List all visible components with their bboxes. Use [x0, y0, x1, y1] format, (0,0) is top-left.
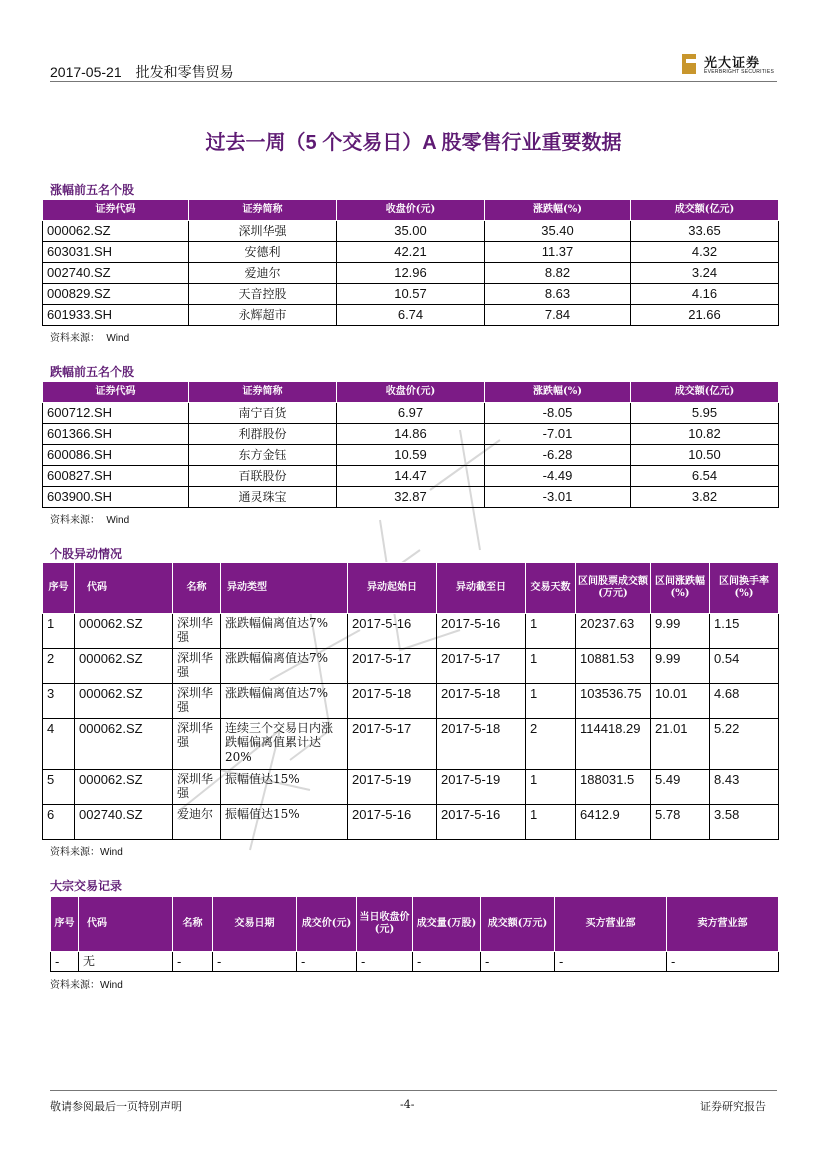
abnormal-type: 连续三个交易日内涨跌幅偏离值累计达20%: [221, 719, 348, 770]
abnormal-type: 振幅值达15%: [221, 805, 348, 840]
change-pct: -8.05: [485, 403, 631, 424]
range-change: 21.01: [651, 719, 710, 770]
header-divider: [50, 81, 777, 82]
gainers-title: 涨幅前五名个股: [50, 183, 135, 197]
change-pct: -3.01: [485, 487, 631, 508]
stock-code: 002740.SZ: [43, 263, 189, 284]
stock-code: 无: [79, 952, 173, 972]
header-cell: 证券代码: [43, 200, 189, 221]
stock-name: 通灵珠宝: [189, 487, 337, 508]
trade-days: 1: [526, 770, 576, 805]
abnormal-type: 涨跌幅偏离值达7%: [221, 684, 348, 719]
range-change: 10.01: [651, 684, 710, 719]
change-pct: 35.40: [485, 221, 631, 242]
report-date: 2017-05-21: [50, 64, 122, 80]
header-cell: 卖方营业部: [667, 897, 779, 952]
stock-name: 深圳华强: [189, 221, 337, 242]
source-label: 资料来源：: [50, 515, 100, 526]
block-header-row: [51, 897, 779, 952]
row-index: 1: [43, 614, 75, 649]
close-price: -: [357, 952, 413, 972]
stock-name: 百联股份: [189, 466, 337, 487]
table-row: [43, 403, 779, 424]
stock-code: 000062.SZ: [75, 719, 173, 770]
close-price: 10.59: [337, 445, 485, 466]
header-cell: 区间股票成交额(万元): [576, 563, 651, 614]
stock-name: 深圳华强: [173, 614, 221, 649]
range-turnover-rate: 1.15: [710, 614, 779, 649]
stock-name: 深圳华强: [173, 649, 221, 684]
trade-days: 1: [526, 805, 576, 840]
stock-name: 永辉超市: [189, 305, 337, 326]
header-cell: 交易天数: [526, 563, 576, 614]
header-cell: 名称: [173, 897, 213, 952]
abnormal-title: 个股异动情况: [50, 547, 123, 561]
source-value: Wind: [100, 847, 123, 858]
stock-name: 深圳华强: [173, 719, 221, 770]
header-cell: 异动截至日: [437, 563, 526, 614]
table-row: [43, 424, 779, 445]
table-row: [43, 649, 779, 684]
header-cell: 涨跌幅(%): [485, 200, 631, 221]
start-date: 2017-5-17: [348, 649, 437, 684]
end-date: 2017-5-16: [437, 614, 526, 649]
abnormal-type: 涨跌幅偏离值达7%: [221, 614, 348, 649]
abnormal-source: [50, 843, 123, 858]
end-date: 2017-5-16: [437, 805, 526, 840]
table-row: [43, 614, 779, 649]
stock-code: 000062.SZ: [75, 614, 173, 649]
range-turnover: 188031.5: [576, 770, 651, 805]
logo-cn-text: 光大证券: [704, 56, 761, 71]
stock-name: 天音控股: [189, 284, 337, 305]
table-row: [43, 684, 779, 719]
abnormal-type: 振幅值达15%: [221, 770, 348, 805]
stock-code: 603031.SH: [43, 242, 189, 263]
turnover: 21.66: [631, 305, 779, 326]
amount: -: [481, 952, 555, 972]
change-pct: 8.82: [485, 263, 631, 284]
header-cell: 区间换手率(%): [710, 563, 779, 614]
stock-code: 002740.SZ: [75, 805, 173, 840]
header-cell: 收盘价(元): [337, 200, 485, 221]
trade-days: 1: [526, 684, 576, 719]
close-price: 12.96: [337, 263, 485, 284]
header-cell: 名称: [173, 563, 221, 614]
stock-code: 000829.SZ: [43, 284, 189, 305]
block-table: [50, 896, 779, 972]
close-price: 6.97: [337, 403, 485, 424]
turnover: 3.82: [631, 487, 779, 508]
table-row: [43, 719, 779, 770]
stock-code: 601933.SH: [43, 305, 189, 326]
turnover: 4.16: [631, 284, 779, 305]
header-cell: 代码: [75, 563, 173, 614]
header-cell: 买方营业部: [555, 897, 667, 952]
header-cell: 涨跌幅(%): [485, 382, 631, 403]
table-row: [43, 805, 779, 840]
stock-name: 爱迪尔: [173, 805, 221, 840]
header-cell: 成交价(元): [297, 897, 357, 952]
change-pct: 7.84: [485, 305, 631, 326]
trade-days: 2: [526, 719, 576, 770]
losers-title: 跌幅前五名个股: [50, 365, 135, 379]
table-row: [43, 466, 779, 487]
stock-code: 000062.SZ: [75, 770, 173, 805]
change-pct: -6.28: [485, 445, 631, 466]
turnover: 10.82: [631, 424, 779, 445]
turnover: 3.24: [631, 263, 779, 284]
header-cell: 成交额(亿元): [631, 200, 779, 221]
gainers-header-row: [43, 200, 779, 221]
header-cell: 收盘价(元): [337, 382, 485, 403]
header-cell: 异动类型: [221, 563, 348, 614]
block-source: [50, 976, 123, 991]
turnover: 10.50: [631, 445, 779, 466]
stock-name: 东方金钰: [189, 445, 337, 466]
change-pct: -4.49: [485, 466, 631, 487]
industry-name: 批发和零售贸易: [135, 64, 234, 80]
header-cell: 成交额(万元): [481, 897, 555, 952]
stock-code: 600827.SH: [43, 466, 189, 487]
range-turnover-rate: 5.22: [710, 719, 779, 770]
close-price: 6.74: [337, 305, 485, 326]
row-index: 4: [43, 719, 75, 770]
turnover: 5.95: [631, 403, 779, 424]
page-header: [50, 62, 248, 82]
trade-days: 1: [526, 649, 576, 684]
page-number: -4-: [400, 1098, 415, 1111]
header-cell: 异动起始日: [348, 563, 437, 614]
source-label: 资料来源：: [50, 333, 100, 344]
footer-report-type: 证券研究报告: [700, 1100, 766, 1113]
turnover: 4.32: [631, 242, 779, 263]
range-turnover: 103536.75: [576, 684, 651, 719]
table-row: [43, 284, 779, 305]
range-turnover-rate: 4.68: [710, 684, 779, 719]
abnormal-header-row: [43, 563, 779, 614]
close-price: 10.57: [337, 284, 485, 305]
table-row: [43, 487, 779, 508]
header-cell: 序号: [43, 563, 75, 614]
change-pct: 11.37: [485, 242, 631, 263]
header-cell: 序号: [51, 897, 79, 952]
trade-date: -: [213, 952, 297, 972]
close-price: 14.86: [337, 424, 485, 445]
row-index: 2: [43, 649, 75, 684]
stock-name: 深圳华强: [173, 684, 221, 719]
source-value: Wind: [106, 515, 130, 526]
deal-price: -: [297, 952, 357, 972]
stock-name: 安德利: [189, 242, 337, 263]
stock-code: 600086.SH: [43, 445, 189, 466]
end-date: 2017-5-18: [437, 719, 526, 770]
losers-source: [50, 511, 129, 526]
range-change: 5.78: [651, 805, 710, 840]
row-index: 6: [43, 805, 75, 840]
range-change: 9.99: [651, 614, 710, 649]
table-row: [43, 221, 779, 242]
stock-name: 南宁百货: [189, 403, 337, 424]
stock-name: -: [173, 952, 213, 972]
stock-code: 000062.SZ: [75, 684, 173, 719]
footer-divider: [50, 1090, 777, 1091]
source-label: 资料来源：: [50, 980, 100, 991]
stock-code: 000062.SZ: [75, 649, 173, 684]
page-title: 过去一周（5 个交易日）A 股零售行业重要数据: [205, 132, 622, 154]
end-date: 2017-5-18: [437, 684, 526, 719]
header-cell: 交易日期: [213, 897, 297, 952]
end-date: 2017-5-19: [437, 770, 526, 805]
company-logo: [682, 52, 778, 76]
row-index: 5: [43, 770, 75, 805]
table-row: [43, 770, 779, 805]
start-date: 2017-5-18: [348, 684, 437, 719]
range-turnover: 10881.53: [576, 649, 651, 684]
header-cell: 成交量(万股): [413, 897, 481, 952]
header-cell: 成交额(亿元): [631, 382, 779, 403]
trade-days: 1: [526, 614, 576, 649]
start-date: 2017-5-16: [348, 805, 437, 840]
range-turnover: 20237.63: [576, 614, 651, 649]
source-label: 资料来源：: [50, 847, 100, 858]
row-index: 3: [43, 684, 75, 719]
gainers-table: [42, 199, 779, 326]
table-row: [43, 445, 779, 466]
row-index: -: [51, 952, 79, 972]
close-price: 14.47: [337, 466, 485, 487]
gainers-source: [50, 329, 129, 344]
close-price: 32.87: [337, 487, 485, 508]
start-date: 2017-5-19: [348, 770, 437, 805]
stock-name: 爱迪尔: [189, 263, 337, 284]
stock-code: 000062.SZ: [43, 221, 189, 242]
stock-code: 600712.SH: [43, 403, 189, 424]
table-row: [43, 263, 779, 284]
close-price: 35.00: [337, 221, 485, 242]
stock-name: 深圳华强: [173, 770, 221, 805]
header-cell: 证券简称: [189, 200, 337, 221]
table-row: [43, 242, 779, 263]
footer-disclaimer: 敬请参阅最后一页特别声明: [50, 1100, 182, 1113]
start-date: 2017-5-16: [348, 614, 437, 649]
stock-code: 601366.SH: [43, 424, 189, 445]
stock-code: 603900.SH: [43, 487, 189, 508]
range-turnover-rate: 3.58: [710, 805, 779, 840]
logo-en-text: EVERBRIGHT SECURITIES: [704, 69, 775, 75]
table-row: [51, 952, 779, 972]
header-cell: 代码: [79, 897, 173, 952]
abnormal-table: [42, 562, 779, 840]
range-turnover: 114418.29: [576, 719, 651, 770]
seller: -: [667, 952, 779, 972]
turnover: 33.65: [631, 221, 779, 242]
header-cell: 区间涨跌幅(%): [651, 563, 710, 614]
range-turnover-rate: 0.54: [710, 649, 779, 684]
logo-mark-icon: [682, 54, 696, 74]
header-cell: 当日收盘价(元): [357, 897, 413, 952]
header-cell: 证券代码: [43, 382, 189, 403]
change-pct: -7.01: [485, 424, 631, 445]
stock-name: 利群股份: [189, 424, 337, 445]
block-title: 大宗交易记录: [50, 879, 123, 893]
close-price: 42.21: [337, 242, 485, 263]
range-turnover-rate: 8.43: [710, 770, 779, 805]
range-turnover: 6412.9: [576, 805, 651, 840]
turnover: 6.54: [631, 466, 779, 487]
table-row: [43, 305, 779, 326]
volume: -: [413, 952, 481, 972]
header-cell: 证券简称: [189, 382, 337, 403]
losers-table: [42, 381, 779, 508]
end-date: 2017-5-17: [437, 649, 526, 684]
range-change: 5.49: [651, 770, 710, 805]
abnormal-type: 涨跌幅偏离值达7%: [221, 649, 348, 684]
buyer: -: [555, 952, 667, 972]
start-date: 2017-5-17: [348, 719, 437, 770]
losers-header-row: [43, 382, 779, 403]
source-value: Wind: [100, 980, 123, 991]
change-pct: 8.63: [485, 284, 631, 305]
range-change: 9.99: [651, 649, 710, 684]
source-value: Wind: [106, 333, 130, 344]
